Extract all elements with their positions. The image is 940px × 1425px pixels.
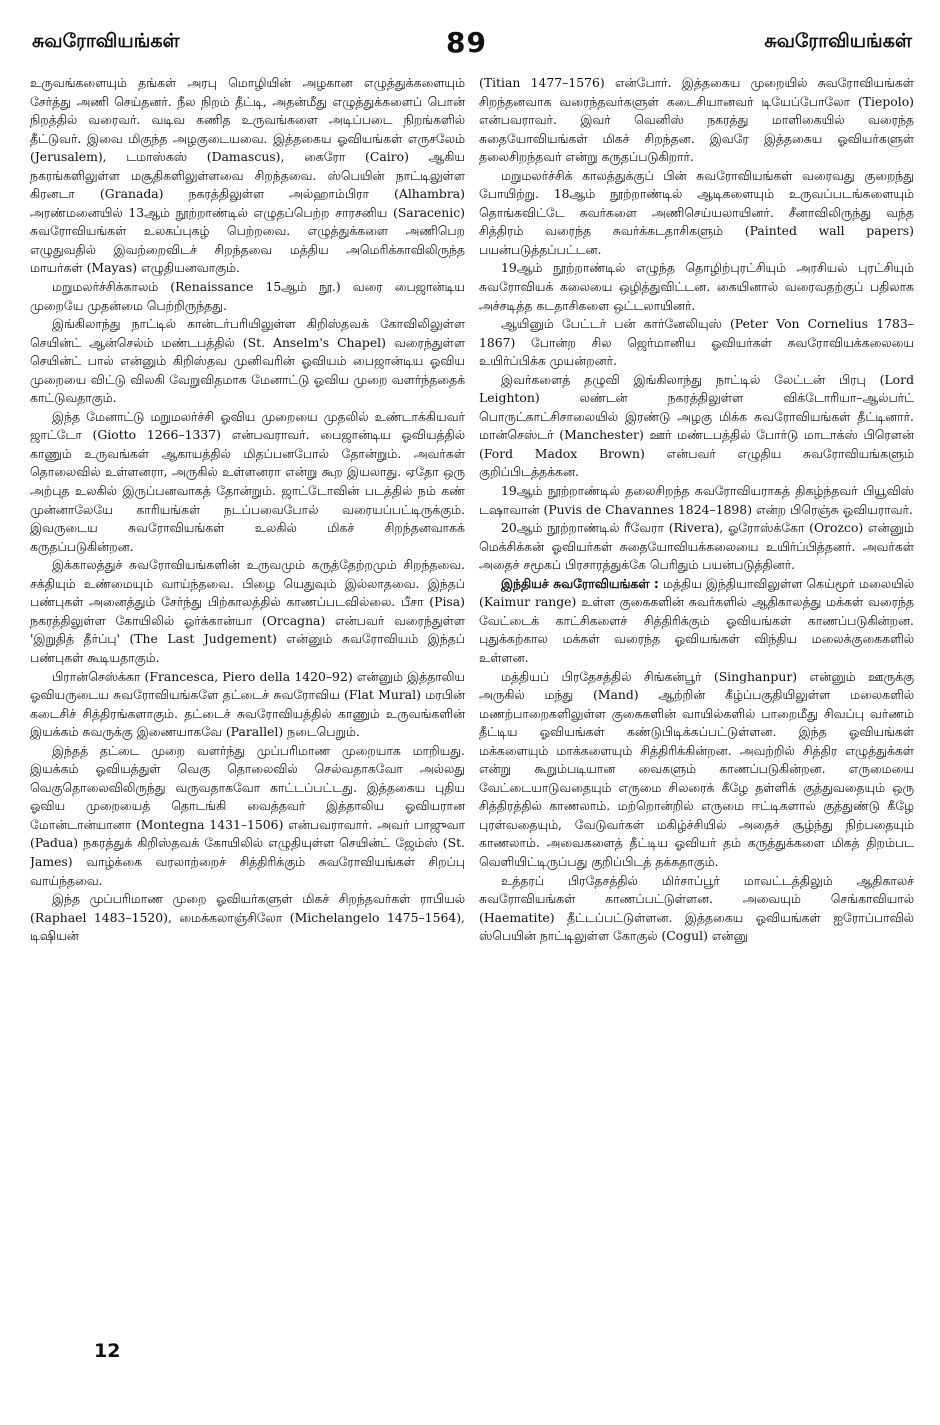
paragraph: உருவங்களையும் தங்கள் அரபு மொழியின் அழகான எழுத்துக்களையும் சேர்த்து அணி செய்தனர். நீல நிறம் தீட்டி, அதன்மீது எழுத்துக்களைப் பொன் நிறத்தில் வரைவர். வடிவ கணித உருவங்களை அடிப்படை நிறங்களில் தீட்டுவர். இவை மிகுந்த அழகுடையவை. இத்தகைய ஓவியங்கள் எருசலேம் (Jerusalem), டமாஸ்கஸ் (Damascus), கைரோ (Cairo) ஆகிய நகரங்களிலுள்ள மசூதிகளிலுள்ளவை சிறந்தவை. ஸ்பெயின் நாட்டிலுள்ள கிரனடா (Granada) நகரத்திலுள்ள அல்ஹாம்பிரா (Alhambra) அரண்மனையில் 13ஆம் நூற்றாண்டில் எழுதப்பெற்ற சாரசனிய (Saracenic) சுவரோவியங்கள் உலகப்புகழ் பெற்றவை. எழுத்துக்களை அணிபெற எழுதுவதில் இவற்றைவிடச் சிறந்தவை மத்திய அமெரிக்காவிலிருந்த மாயர்கள் (Mayas) எழுதியனவாகும்.	[30, 75, 465, 276]
paragraph: 19ஆம் நூற்றாண்டில் எழுந்த தொழிற்புரட்சியும் அரசியல் புரட்சியும் சுவரோவியக் கலையை ஒழித்துவிட்டன. கையினால் வரைவதற்குப் பதிலாக அச்சடித்த கடதாசிகளை ஒட்டலாயினர்.	[479, 260, 914, 313]
section-heading: இந்தியச் சுவரோவியங்கள் :	[501, 575, 659, 591]
paragraph: இந்த முப்பரிமாண முறை ஓவியர்களுள் மிகச் சிறந்தவர்கள் ராபியல் (Raphael 1483–1520), மைக்கலாஞ்சிலோ (Michelangelo 1475–1564), டிஷியன்	[30, 891, 465, 944]
paragraph: 19ஆம் நூற்றாண்டில் தலைசிறந்த சுவரோவியராகத் திகழ்ந்தவர் பியூவிஸ் டஷாவான் (Puvis de Chavannes 1824–1898) என்ற பிரெஞ்சு ஓவியராவர்.	[479, 483, 914, 517]
paragraph: இக்காலத்துச் சுவரோவியங்களின் உருவமும் கருத்தேற்றமும் சிறந்தவை. சக்தியும் உண்மையும் வாய்ந்தவை. பிழை யெதுவும் இல்லாதவை. இந்தப் பண்புகள் அனைத்தும் சேர்ந்து பிற்காலத்தில் காணப்படவில்லை. பீசா (Pisa) நகரத்திலுள்ள கோயிலில் ஓர்க்கான்யா (Orcagna) என்பவர் வரைந்துள்ள 'இறுதித் தீர்ப்பு' (The Last Judgement) என்னும் சுவரோவியம் இந்தப் பண்புகள் கூடியதாகும்.	[30, 557, 465, 665]
paragraph: 20ஆம் நூற்றாண்டில் ரீவேரா (Rivera), ஓரோஸ்க்கோ (Orozco) என்னும் மெக்சிக்கன் ஓவியர்கள் சுதையோவியக்கலையை உயிர்ப்பித்தனர். அவர்கள் அதைச் சமூகப் பிரசாரத்துக்கே பெரிதும் பயன்படுத்தினர்.	[479, 520, 914, 573]
paragraph-text: மத்திய இந்தியாவிலுள்ள கெய்மூர் மலையில் (Kaimur range) உள்ள குகைகளின் சுவர்களில் ஆதிகாலத்து மக்கள் வரைந்த வேட்டைக் காட்சிகளைச் சித்திரிக்கும் ஓவியங்கள் காணப்படுகின்றன. புதுக்கற்கால மக்கள் வரைந்த ஓவியங்கள் விந்திய மலைக்குகைகளில் உள்ளன.	[479, 575, 914, 665]
paragraph: பிரான்செஸ்க்கா (Francesca, Piero della 1420–92) என்னும் இத்தாலிய ஓவியருடைய சுவரோவியங்களே தட்டைச் சுவரோவிய (Flat Mural) மரபின் கடைசிச் சித்திரங்களாகும். தட்டைச் சுவரோவியத்தில் காணும் உருவங்களின் இயக்கம் சுவருக்கு இணையாகவே (Parallel) நடைபெறும்.	[30, 668, 465, 740]
left-column	[30, 74, 465, 1329]
paragraph: ஆயினும் பேட்டர் பன் கார்னேலியுஸ் (Peter Von Cornelius 1783–1867) போன்ற சில ஜெர்மானிய ஓவியர்கள் சுவரோவியக்கலையை உயிர்ப்பிக்க முயன்றனர்.	[479, 316, 914, 369]
paragraph: மறுமலர்ச்சிக் காலத்துக்குப் பின் சுவரோவியங்கள் வரைவது குறைந்து போயிற்று. 18ஆம் நூற்றாண்டில் ஆடிகளையும் உருவப்படங்களையும் தொங்கவிட்டே சுவர்களை அணிசெய்யலாயினர். சீனாவிலிருந்து வந்த சித்திரம் வரைந்த சுவர்க்கடதாசிகளும் (Painted wall papers) பயன்படுத்தப்பட்டன.	[479, 167, 914, 257]
folio-number: 12	[94, 1340, 121, 1362]
paragraph: இவர்களைத் தழுவி இங்கிலாந்து நாட்டில் லேட்டன் பிரபு (Lord Leighton) லண்டன் நகரத்திலுள்ள விக்டோரியா–ஆல்பர்ட் பொருட்காட்சிசாலையில் இரண்டு அழகு மிக்க சுவரோவியங்கள் தீட்டினார். மான்செஸ்டர் (Manchester) ஊர் மண்டபத்தில் போர்டு மாடாக்ஸ் பிரௌன் (Ford Madox Brown) என்பவர் எழுதிய சுவரோவியங்களும் குறிப்பிடத்தக்கன.	[479, 371, 914, 480]
paragraph: இந்தத் தட்டை முறை வளர்ந்து முப்பரிமாண முறையாக மாறியது. இயக்கம் ஓவியத்துள் வெகு தொலைவில் செல்வதாகவோ அல்லது வெகுதொலைவிலிருந்து வருவதாகவோ காட்டப்பட்டது. இத்தகைய புதிய ஓவிய முறையைத் தொடங்கி வைத்தவர் இத்தாலிய ஓவியரான மோன்டான்யானா (Montegna 1431–1506) என்பவராவார். அவர் பாஜுவா (Padua) நகரத்துக் கிறிஸ்தவக் கோயிலில் எழுதியுள்ள செயின்ட் ஜேம்ஸ் (St. James) வாழ்க்கை வரலாற்றைச் சித்திரிக்கும் சுவரோவியங்கள் சிறப்பு வாய்ந்தவை.	[30, 742, 465, 888]
page-number: 89	[446, 26, 487, 59]
paragraph: உத்தரப் பிரதேசத்தில் மிர்சாப்பூர் மாவட்டத்திலும் ஆதிகாலச் சுவரோவியங்கள் காணப்பட்டுள்ளன. அவையும் செங்காவியால் (Haematite) தீட்டப்பட்டுள்ளன. இத்தகைய ஓவியங்கள் ஐரோப்பாவில் ஸ்பெயின் நாட்டிலுள்ள கோகுல் (Cogul) என்னு	[479, 872, 914, 944]
paragraph: மத்தியப் பிரதேசத்தில் சிங்கன்பூர் (Singhanpur) என்னும் ஊருக்கு அருகில் மந்து (Mand) ஆற்றின் கீழ்ப்பகுதியிலுள்ள மலைகளில் மணற்பாறைகளிலுள்ள குகைகளின் வாயில்களில் பாறைமீது சிவப்பு வர்ணம் தீட்டிய ஓவியங்கள் கண்டுபிடிக்கப்பட்டுள்ளன. இந்த ஓவியங்கள் மக்களையும் மாக்களையும் சித்திரிக்கின்றன. அவற்றில் சித்திர எழுத்துக்கள் என்று கூறும்படியான வைகளும் காணப்படுகின்றன. எருமையை வேட்டையாடுவதையும் எருமை சிலரைக் கீழே தள்ளிக் குத்துவதையும் ஒரு சித்திரத்தில் காணலாம். மற்றொன்றில் எருமை ஈட்டிகளால் குத்துண்டு கீழே புரள்வதையும், வேடுவர்கள் மகிழ்ச்சியில் அதைச் சூழ்ந்து நிற்பதையும் காணலாம். அவைகளைத் தீட்டிய ஓவியர் தம் கருத்துக்களை மிகத் திறம்பட வெளியிட்டிருப்பது குறிப்பிடத் தக்கதாகும்.	[479, 668, 914, 869]
running-head-right: சுவரோவியங்கள்	[764, 30, 912, 52]
running-head-left: சுவரோவியங்கள்	[32, 30, 180, 52]
paragraph: இங்கிலாந்து நாட்டில் கான்டர்பரியிலுள்ள கிறிஸ்தவக் கோவிலிலுள்ள செயின்ட் ஆன்செல்ம் மண்டபத்தில் (St. Anselm's Chapel) வரைந்துள்ள செயின்ட் பால் என்னும் கிறிஸ்தவ முனிவரின் ஓவியம் பைஜான்டிய ஓவிய முறையை விட்டு விலகி வேறுவிதமாக மேனாட்டு ஓவிய முறை வளர்ந்ததைக் காட்டுவதாகும்.	[30, 316, 465, 406]
paragraph: (Titian 1477–1576) என்போர். இத்தகைய முறையில் சுவரோவியங்கள் சிறந்தனவாக வரைந்தவர்களுள் கடைசியானவர் டியேப்போலோ (Tiepolo) என்பவராவர். இவர் வெனிஸ் நகரத்து மாளிகையில் வரைந்த சுதையோவியங்கள் மிகச் சிறந்தன. இவரே இத்தகைய ஓவியர்களுள் தலைசிறந்தவர் என்று கருதப்படுகிறார்.	[479, 75, 914, 165]
right-column	[479, 74, 914, 1329]
paragraph: இந்த மேனாட்டு மறுமலர்ச்சி ஓவிய முறையை முதலில் உண்டாக்கியவர் ஜாட்டோ (Giotto 1266–1337) என்பவராவர். பைஜான்டிய ஓவியத்தில் காணும் உருவங்கள் ஆகாயத்தில் மிதப்பனபோல் தோன்றும். அவர்கள் தொலைவில் உள்ளனரா, அருகில் உள்ளனரா என்று கூற இயலாது. ஏதோ ஒரு அற்புத உலகில் இருப்பனவாகத் தோன்றும். ஜாட்டோவின் படத்தில் நம் கண் முன்னாலேயே காரியங்கள் நடப்பவைபோல் வரையப்பட்டிருக்கும். இவருடைய சுவரோவியங்கள் உலகில் மிகச் சிறந்தனவாகக் கருதப்படுகின்றன.	[30, 408, 465, 554]
section-paragraph	[479, 575, 914, 668]
paragraph: மறுமலர்ச்சிக்காலம் (Renaissance 15ஆம் நூ.) வரை பைஜான்டிய முறையே முதன்மை பெற்றிருந்தது.	[30, 279, 465, 313]
